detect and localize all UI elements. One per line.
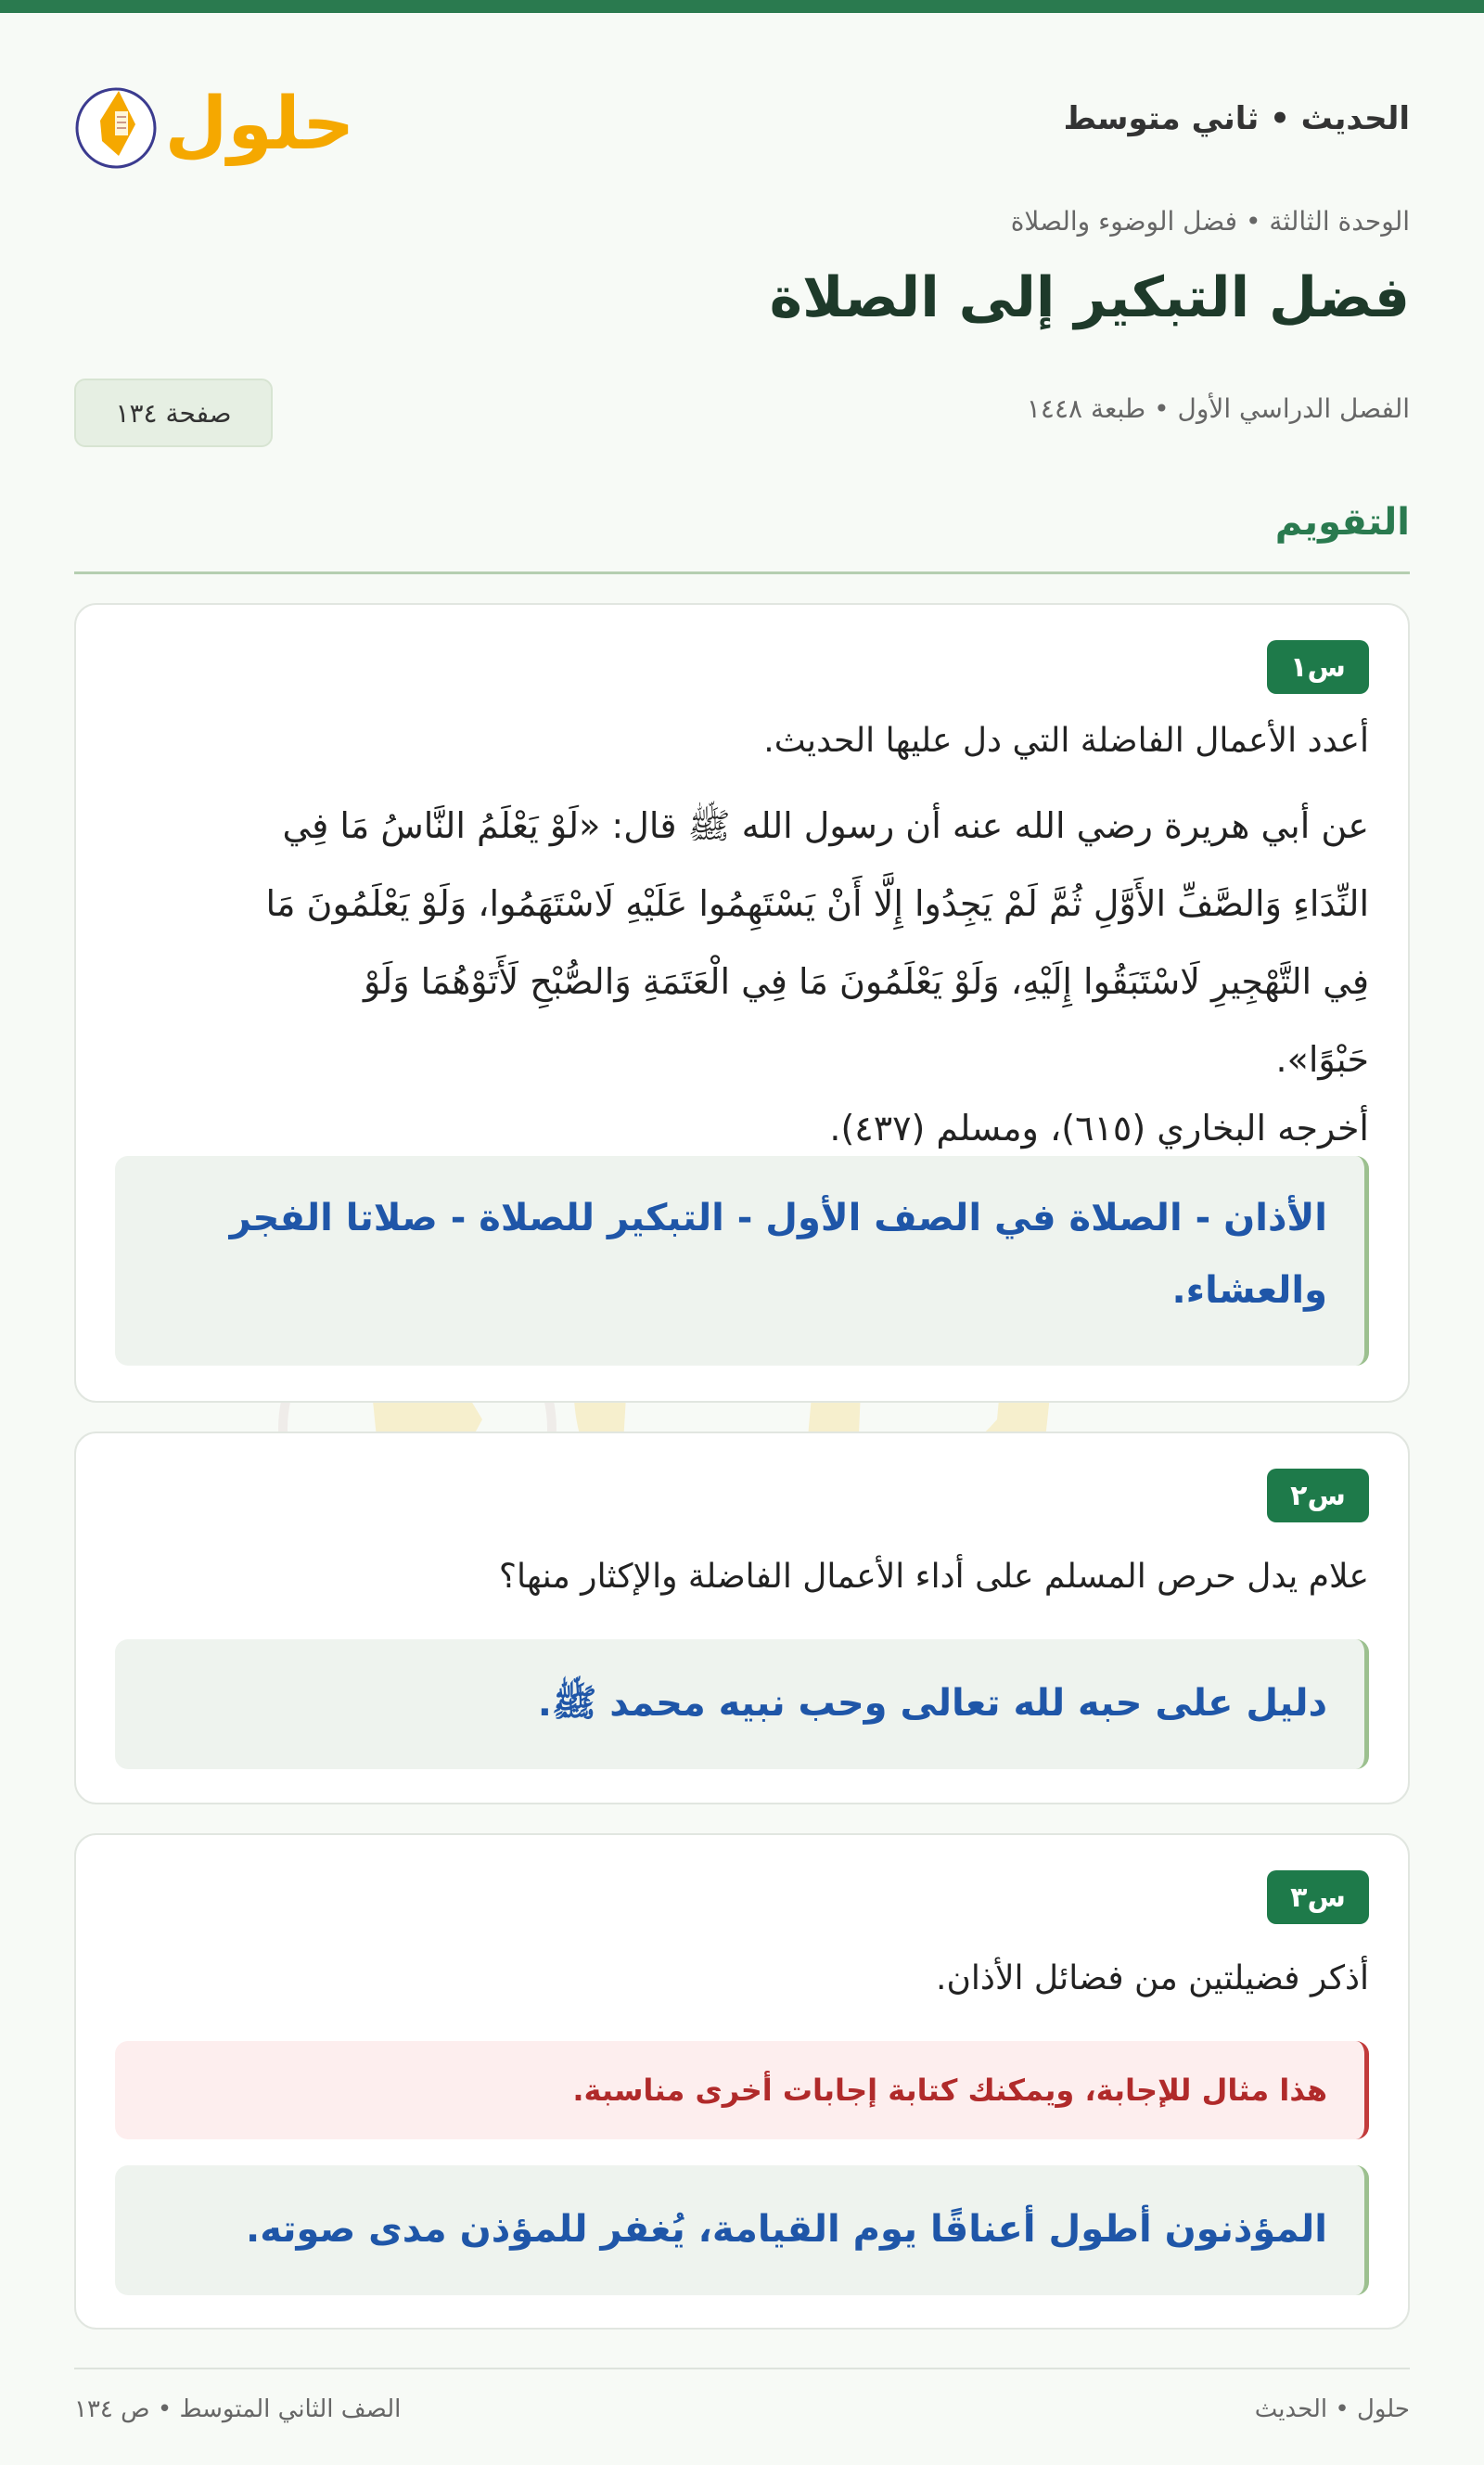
hadith-line: حَبْوًا». — [1275, 1039, 1369, 1080]
footer-brand: حلول • الحديث — [1254, 2395, 1410, 2423]
halool-logo[interactable] — [74, 63, 352, 174]
question-text: أعدد الأعمال الفاضلة التي دل عليها الحديث. — [763, 722, 1369, 760]
question-badge: س١ — [1267, 640, 1369, 694]
hadith-line: فِي التَّهْجِيرِ لَاسْتَبَقُوا إِلَيْهِ، وَلَوْ يَعْلَمُونَ مَا فِي الْعَتَمَةِ وَالصُّبْحِ لَأَتَوْهُمَا وَلَوْ — [364, 961, 1369, 1002]
question-card-3 — [74, 1833, 1410, 2330]
hadith-source: أخرجه البخاري (٦١٥)، ومسلم (٤٣٧). — [829, 1108, 1369, 1149]
question-badge: س٢ — [1267, 1469, 1369, 1522]
question-card-2 — [74, 1431, 1410, 1804]
footer-divider — [74, 2368, 1410, 2369]
hadith-line: عن أبي هريرة رضي الله عنه أن رسول الله ﷺ قال: «لَوْ يَعْلَمُ النَّاسُ مَا فِي — [282, 805, 1369, 846]
page-title: فضل التبكير إلى الصلاة — [769, 265, 1410, 330]
question-text: أذكر فضيلتين من فضائل الأذان. — [936, 1959, 1369, 1997]
logo-graphic — [74, 63, 352, 174]
footer-page-info: الصف الثاني المتوسط • ص ١٣٤ — [74, 2395, 402, 2423]
answer-box: الأذان - الصلاة في الصف الأول - التبكير للصلاة - صلاتا الفجر والعشاء. — [115, 1156, 1369, 1366]
logo-text: حلول — [164, 83, 352, 166]
edition-meta: الفصل الدراسي الأول • طبعة ١٤٤٨ — [1026, 393, 1410, 424]
hadith-line: النِّدَاءِ وَالصَّفِّ الأَوَّلِ ثُمَّ لَمْ يَجِدُوا إِلَّا أَنْ يَسْتَهِمُوا عَلَيْهِ لَاسْتَهَمُوا، وَلَوْ يَعْلَمُونَ مَا — [265, 883, 1369, 924]
question-card-1 — [74, 603, 1410, 1403]
question-badge: س٣ — [1267, 1870, 1369, 1924]
answer-box: دليل على حبه لله تعالى وحب نبيه محمد ﷺ. — [115, 1639, 1369, 1769]
page-header — [74, 56, 1410, 176]
example-note: هذا مثال للإجابة، ويمكنك كتابة إجابات أخرى مناسبة. — [115, 2041, 1369, 2139]
question-text: علام يدل حرص المسلم على أداء الأعمال الفاضلة والإكثار منها؟ — [498, 1558, 1369, 1596]
hadith-text — [115, 787, 1369, 1158]
subject-label: الحديث • ثاني متوسط — [1063, 100, 1410, 137]
section-divider — [74, 571, 1410, 574]
answer-box: المؤذنون أطول أعناقًا يوم القيامة، يُغفر للمؤذن مدى صوته. — [115, 2165, 1369, 2295]
top-accent-bar — [0, 0, 1484, 13]
breadcrumb: الوحدة الثالثة • فضل الوضوء والصلاة — [1010, 206, 1410, 237]
section-title: التقويم — [1274, 501, 1410, 544]
page-number-badge: صفحة ١٣٤ — [74, 379, 273, 447]
